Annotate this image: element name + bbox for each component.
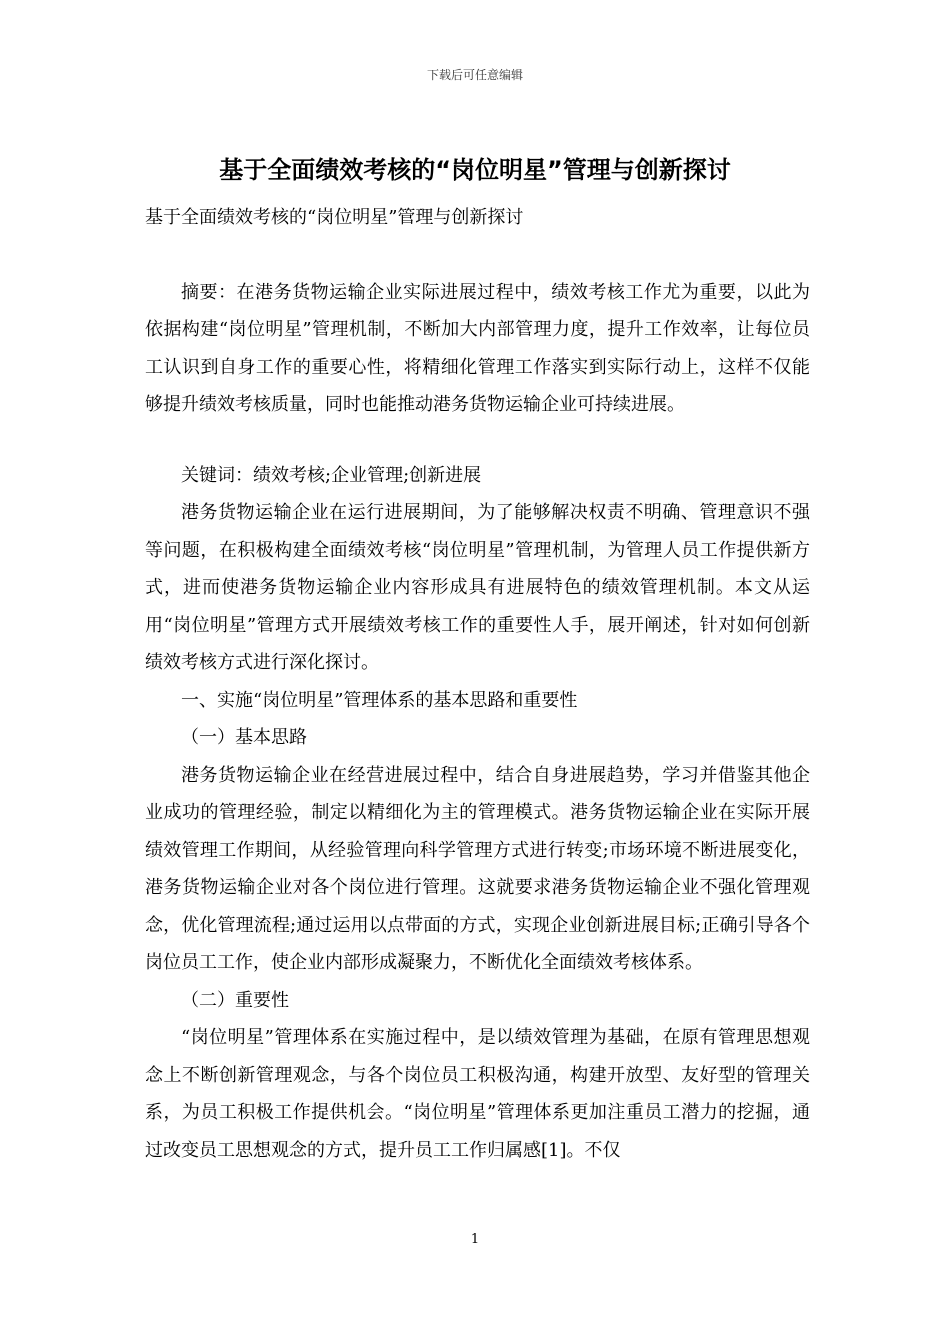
document-title: 基于全面绩效考核的“岗位明星”管理与创新探讨 bbox=[219, 156, 731, 184]
keywords-line: 关键词：绩效考核;企业管理;创新进展 bbox=[181, 464, 482, 486]
section-heading: 一、实施“岗位明星”管理体系的基本思路和重要性 bbox=[181, 689, 578, 711]
subsection-heading-basic: （一）基本思路 bbox=[181, 727, 307, 748]
header-note: 下载后可任意编辑 bbox=[426, 68, 523, 82]
importance-paragraph: “岗位明星”管理体系在实施过程中，是以绩效管理为基础，在原有管理思想观念上不断创新管理观念，与各个岗位员工积极沟通，构建开放型、友好型的管理关系，为员工积极工作提供机会。“岗位明星”管理体系更加注重员工潜力的挖掘，通过改变员工思想观念的方式，提升员工工作归属感[1]。不仅 bbox=[145, 1027, 810, 1161]
page-number: 1 bbox=[470, 1232, 480, 1247]
intro-paragraph: 港务货物运输企业在运行进展期间，为了能够解决权责不明确、管理意识不强等问题，在积极构建全面绩效考核“岗位明星”管理机制，为管理人员工作提供新方式，进而使港务货物运输企业内容形成具有进展特色的绩效管理机制。本文从运用“岗位明星”管理方式开展绩效考核工作的重要性人手，展开阐述，针对如何创新绩效考核方式进行深化探讨。 bbox=[145, 502, 810, 673]
abstract-paragraph: 摘要：在港务货物运输企业实际进展过程中，绩效考核工作尤为重要，以此为依据构建“岗位明星”管理机制，不断加大内部管理力度，提升工作效率，让每位员工认识到自身工作的重要心性，将精细化管理工作落实到实际行动上，这样不仅能够提升绩效考核质量，同时也能推动港务货物运输企业可持续进展。 bbox=[145, 281, 810, 415]
document-body bbox=[145, 199, 810, 1169]
document-subtitle: 基于全面绩效考核的“岗位明星”管理与创新探讨 bbox=[145, 207, 524, 228]
basic-approach-paragraph: 港务货物运输企业在经营进展过程中，结合自身进展趋势，学习并借鉴其他企业成功的管理经验，制定以精细化为主的管理模式。港务货物运输企业在实际开展绩效管理工作期间，从经验管理向科学管理方式进行转变;市场环境不断进展变化，港务货物运输企业对各个岗位进行管理。这就要求港务货物运输企业不强化管理观念，优化管理流程;通过运用以点带面的方式，实现企业创新进展目标;正确引导各个岗位员工工作，使企业内部形成凝聚力，不断优化全面绩效考核体系。 bbox=[145, 764, 810, 973]
subsection-heading-importance: （二）重要性 bbox=[181, 989, 289, 1011]
